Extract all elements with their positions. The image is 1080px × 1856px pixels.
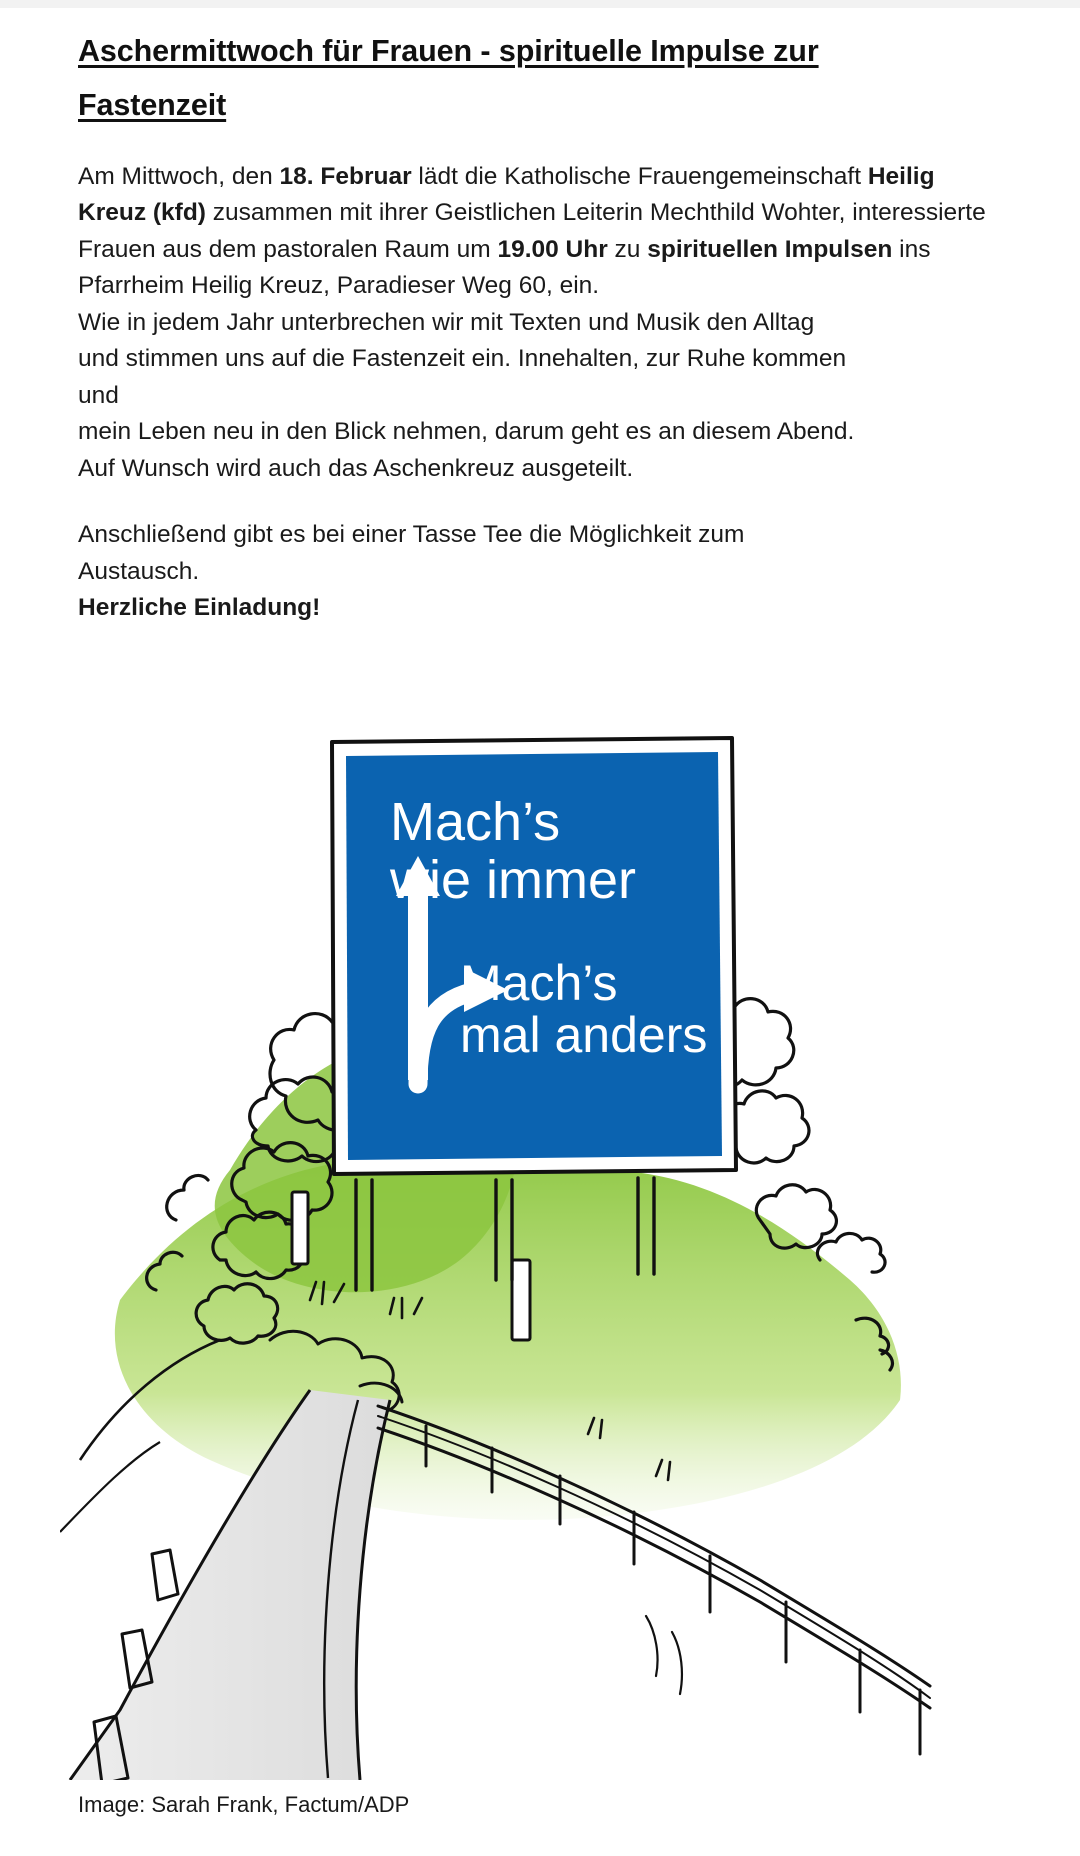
p1-seg-3: lädt die Katholische Frauengemeinschaft: [411, 162, 868, 190]
p1-seg-9: ins Pfarrheim Heilig Kreuz, Paradieser Weg 60, ein.: [78, 235, 931, 300]
page-title: [78, 24, 1003, 133]
sign-text-line-4: mal anders: [460, 1007, 708, 1063]
invitation-text: Herzliche Einladung!: [78, 594, 321, 622]
page-title-line-1: Aschermittwoch für Frauen - spirituelle Impulse zur: [78, 34, 819, 68]
sign-text-line-2: wie immer: [390, 850, 637, 910]
p1-time: 19.00 Uhr: [497, 235, 608, 263]
p1-seg-1: Am Mittwoch, den: [78, 162, 280, 190]
body-text: [78, 159, 1003, 627]
p2-line-2: und stimmen uns auf die Fastenzeit ein. Innehalten, zur Ruhe kommen: [78, 345, 847, 373]
p2-line-5: Auf Wunsch wird auch das Aschenkreuz ausgeteilt.: [78, 454, 634, 482]
page-title-line-2: Fastenzeit: [78, 88, 227, 123]
image-caption: Image: Sarah Frank, Factum/ADP: [78, 1792, 410, 1817]
p3-line-1: Anschließend gibt es bei einer Tasse Tee die Möglichkeit zum: [78, 521, 745, 549]
sign-text-line-1: Mach’s: [390, 792, 561, 852]
paragraph-3: [78, 517, 1003, 627]
document-content: [78, 24, 1003, 627]
p2-line-1: Wie in jedem Jahr unterbrechen wir mit Texten und Musik den Alltag: [78, 308, 815, 336]
p2-line-3: und: [78, 381, 119, 409]
p1-seg-7: zu: [607, 235, 648, 263]
p1-date: 18. Februar: [279, 162, 412, 190]
highway-sign: [332, 738, 736, 1174]
paragraph-2: [78, 305, 1003, 488]
p1-topic: spirituellen Impulsen: [647, 235, 893, 263]
p3-line-2: Austausch.: [78, 557, 200, 585]
p2-line-4: mein Leben neu in den Blick nehmen, darum geht es an diesem Abend.: [78, 418, 855, 446]
sign-text-line-3: Mach’s: [460, 955, 618, 1011]
road-sign-illustration: [60, 700, 960, 1780]
p1-seg-5: zusammen mit ihrer Geistlichen Leiterin Mechthild Wohter, interessierte Frauen aus dem pastoralen Raum um: [78, 199, 986, 263]
top-divider: [0, 0, 1080, 8]
paragraph-spacer: [78, 487, 1003, 517]
paragraph-1: [78, 159, 1003, 305]
p1-org: Heilig Kreuz (kfd): [78, 162, 935, 227]
